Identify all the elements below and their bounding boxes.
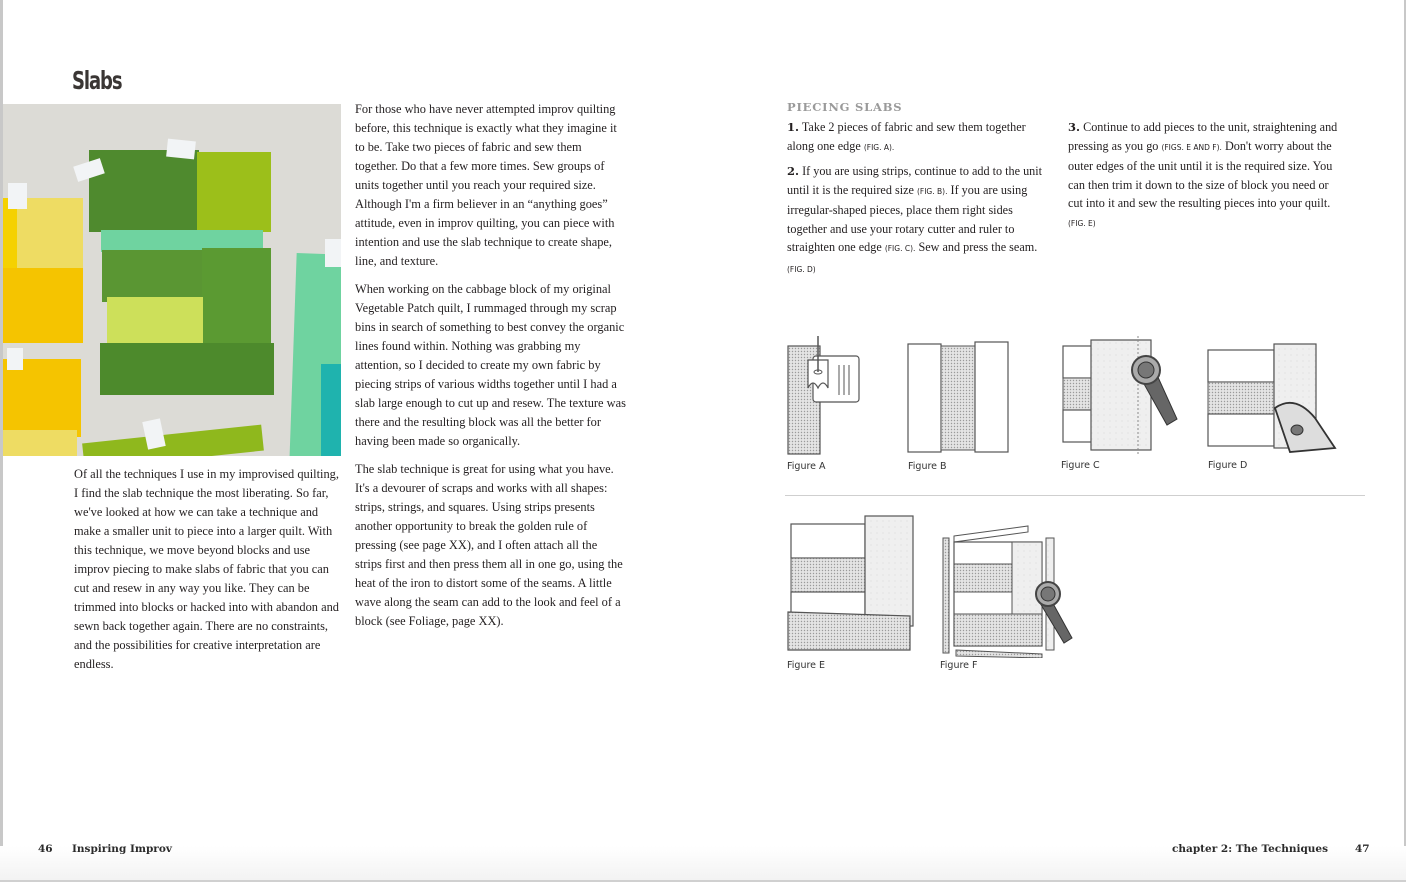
step-text: Sew and press the seam. bbox=[915, 240, 1038, 255]
fabric-piece bbox=[107, 297, 203, 344]
figure-e-label: Figure E bbox=[787, 660, 826, 671]
figure-f-illustration bbox=[938, 518, 1088, 658]
intro-column bbox=[74, 465, 344, 683]
fabric-piece bbox=[100, 343, 274, 395]
figure-reference: (FIG. C). bbox=[884, 244, 916, 254]
step-text: If you are using strips, continue to add to the unit until it is the required size bbox=[787, 164, 1043, 197]
fabric-piece bbox=[82, 425, 264, 456]
fabric-piece bbox=[202, 248, 271, 344]
running-head-left: Inspiring Improv bbox=[72, 843, 172, 855]
tape-piece bbox=[166, 139, 196, 160]
step-text: Continue to add pieces to the unit, straightening and pressing as you go bbox=[1068, 120, 1338, 153]
figure-reference: (FIG. B). bbox=[916, 186, 948, 196]
page-number-left: 46 bbox=[38, 843, 53, 855]
figure-e-illustration bbox=[785, 512, 920, 657]
step-text: If you are using irregular-shaped pieces, place them right sides together and use your rotary cutter and ruler to straighten one edge bbox=[787, 182, 1028, 255]
figure-reference: (FIG. E) bbox=[1068, 218, 1096, 228]
tape-piece bbox=[7, 348, 23, 370]
fabric-piece bbox=[89, 150, 199, 232]
body-paragraph: For those who have never attempted improv quilting before, this technique is exactly what they imagine it to be. Take two pieces of fabric and sew them together. Do that a few more times. Sew groups of units together until you reach your required size. Although I'm a firm believer in an “anything goes” attitude, even in improv quilting, you can piece with intention and use the slab technique to create shape, line, and texture. bbox=[355, 102, 617, 268]
body-paragraph: Of all the techniques I use in my improvised quilting, I find the slab technique the most liberating. So far, we've looked at how we can take a technique and make a smaller unit to piece into a larger quilt. With this technique, we move beyond blocks and use improv piecing to make slabs of fabric that you can cut and resew in any way you like. They can be trimmed into blocks or hacked into with abandon and sewn back together again. There are no constraints, and the possibilities for creative interpretation are endless. bbox=[74, 467, 339, 671]
fabric-piece bbox=[3, 430, 77, 456]
fabric-piece bbox=[3, 359, 81, 437]
step-2 bbox=[787, 162, 1052, 280]
step-number: 1. bbox=[787, 120, 800, 134]
body-paragraph: When working on the cabbage block of my original Vegetable Patch quilt, I rummaged through my scrap bins in search of something to best convey the organic lines found within. Nothing was grabbing my attention, so I decided to create my own fabric by piecing strips of various widths together until I had a slab large enough to cut up and resew. The texture was there and the resulting block was all the better for having been made so organically. bbox=[355, 282, 626, 448]
figure-d-illustration bbox=[1205, 340, 1340, 456]
step-1 bbox=[787, 118, 1052, 157]
step-number: 2. bbox=[787, 164, 800, 178]
step-text: Don't worry about the outer edges of the unit until it is the required size. You can then trim it down to the size of block you need or cut into it and sew the resulting pieces into your quilt. bbox=[1068, 138, 1333, 211]
figure-b-label: Figure B bbox=[908, 461, 947, 472]
figure-d-label: Figure D bbox=[1208, 460, 1248, 471]
step-number: 3. bbox=[1068, 120, 1081, 134]
figure-c-illustration bbox=[1060, 334, 1190, 458]
running-head-right: chapter 2: The Techniques bbox=[1172, 843, 1329, 855]
fabric-piece bbox=[197, 152, 271, 232]
fabric-slabs-photo bbox=[3, 104, 341, 456]
figure-reference: (FIG. D) bbox=[787, 264, 816, 274]
fabric-piece bbox=[102, 250, 204, 302]
figure-reference: (FIGS. E AND F). bbox=[1161, 142, 1222, 152]
body-paragraph: The slab technique is great for using what you have. It's a devourer of scraps and works with all shapes: strips, strings, and squares. Using strips presents another opportunity to break the golden rule of pressing (see page XX), and I often attach all the strips first and then press them all in one go, using the heat of the iron to distort some of the seams. A little wave along the seam can add to the look and feel of a block (see Foliage, page XX). bbox=[355, 462, 623, 628]
page-number-right: 47 bbox=[1355, 843, 1370, 855]
tape-piece bbox=[8, 183, 27, 209]
fabric-piece bbox=[321, 364, 341, 456]
body-column bbox=[355, 100, 627, 640]
figure-a-illustration bbox=[785, 332, 885, 458]
step-text: Take 2 pieces of fabric and sew them together along one edge bbox=[787, 120, 1026, 153]
page-title: Slabs bbox=[72, 66, 122, 95]
figure-reference: (FIG. A). bbox=[863, 142, 895, 152]
figure-c-label: Figure C bbox=[1061, 460, 1100, 471]
step-3 bbox=[1068, 118, 1343, 234]
figure-f-label: Figure F bbox=[940, 660, 978, 671]
figure-a-label: Figure A bbox=[787, 461, 826, 472]
fabric-piece bbox=[3, 268, 83, 343]
figure-b-illustration bbox=[905, 338, 1015, 460]
section-heading: PIECING SLABS bbox=[787, 100, 903, 114]
figure-divider bbox=[785, 495, 1365, 496]
tape-piece bbox=[325, 239, 341, 267]
